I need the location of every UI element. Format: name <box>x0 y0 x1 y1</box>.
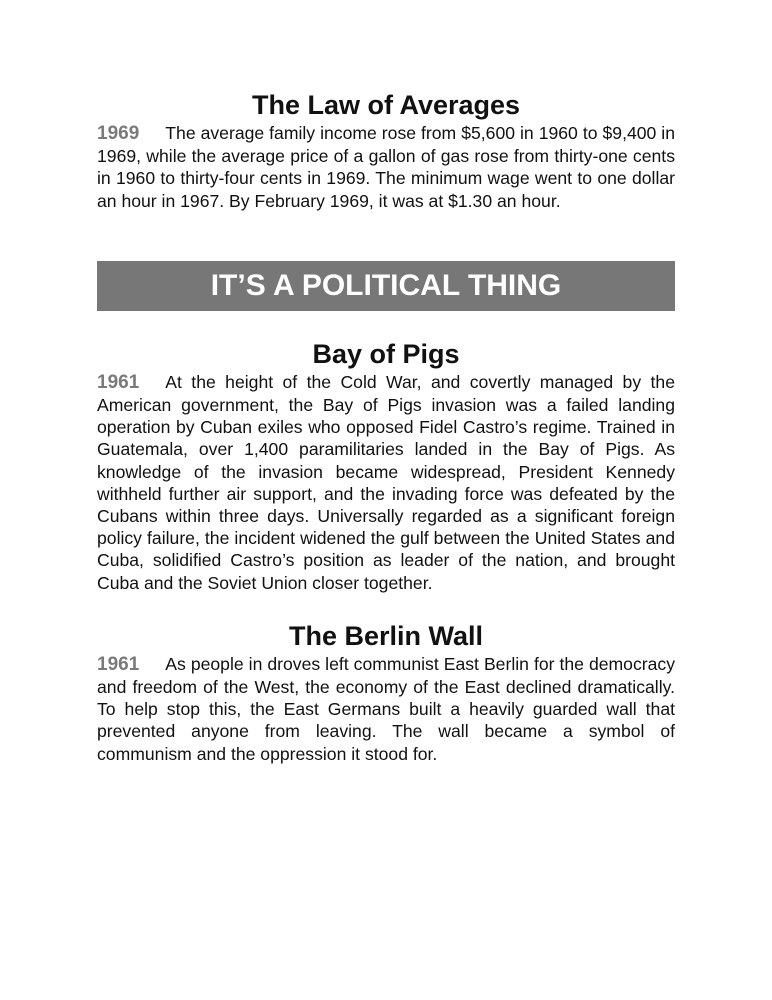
entry-year: 1961 <box>97 653 140 675</box>
entry-year: 1961 <box>97 371 140 393</box>
entry-text: As people in droves left communist East Berlin for the democracy and freedom of the West, the economy of the East declined dramatically. To help stop this, the East Germans built a heavily guarded wall that prevented anyone from leaving. The wall became a symbol of communism and the oppression it stood for. <box>97 653 675 764</box>
bay-of-pigs-section <box>97 337 675 594</box>
document-page <box>97 88 675 765</box>
entry-text: At the height of the Cold War, and covertly managed by the American government, the Bay of Pigs invasion was a failed landing operation by Cuban exiles who opposed Fidel Castro’s regime. Trained in Guatemala, over 1,400 paramilitaries landed in the Bay of Pigs. As knowledge of the invasion became widespread, President Kennedy withheld further air support, and the invading force was defeated by the Cubans within three days. Universally regarded as a significant foreign policy failure, the incident widened the gulf between the United States and Cuba, solidified Castro’s position as leader of the nation, and brought Cuba and the Soviet Union closer together. <box>97 371 675 593</box>
entry-year: 1969 <box>97 123 140 144</box>
section-title-bay-of-pigs: Bay of Pigs <box>312 338 460 369</box>
berlin-wall-entry <box>97 653 675 765</box>
bay-of-pigs-entry <box>97 371 675 594</box>
section-title-law-of-averages: The Law of Averages <box>251 90 521 120</box>
political-banner <box>97 261 675 311</box>
banner-title: IT’S A POLITICAL THING <box>210 268 562 302</box>
law-of-averages-entry <box>97 122 675 212</box>
entry-text: The average family income rose from $5,600 in 1960 to $9,400 in 1969, while the average price of a gallon of gas rose from thirty-one cents in 1960 to thirty-four cents in 1969. The minimum wage went to one dollar an hour in 1967. By February 1969, it was at $1.30 an hour. <box>97 123 675 211</box>
law-of-averages-section <box>97 88 675 212</box>
section-title-berlin-wall: The Berlin Wall <box>288 620 484 651</box>
berlin-wall-section <box>97 619 675 765</box>
